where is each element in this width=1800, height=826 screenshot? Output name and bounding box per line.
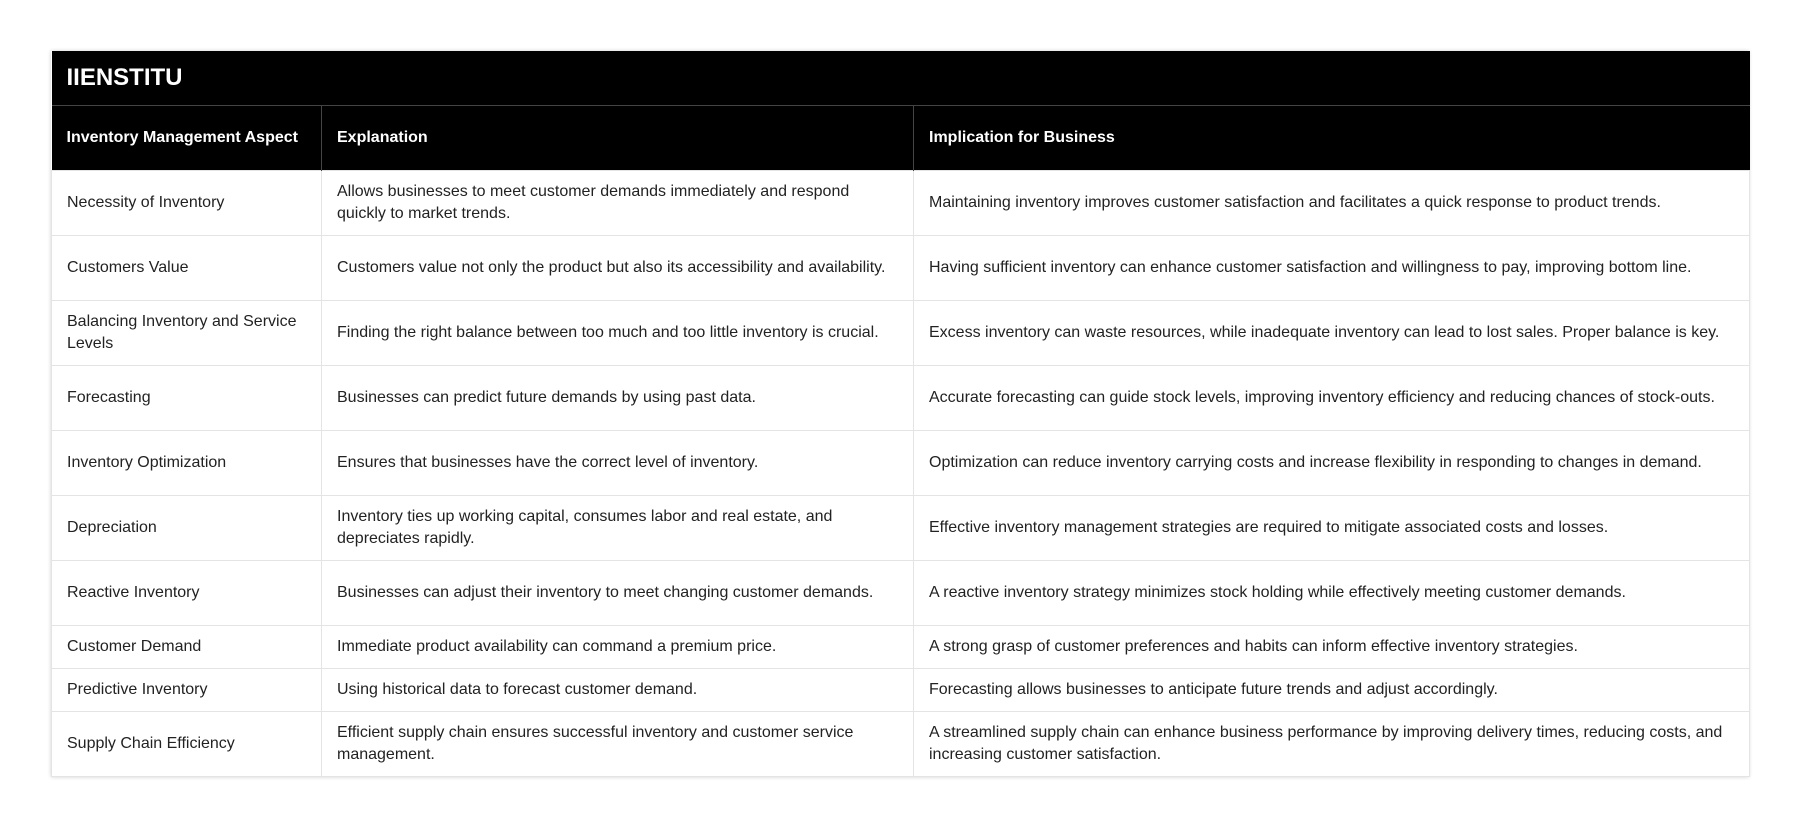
explanation-cell: Customers value not only the product but also its accessibility and availability. xyxy=(322,236,914,301)
table-row xyxy=(52,561,1750,626)
explanation-cell: Using historical data to forecast customer demand. xyxy=(322,669,914,712)
table-row xyxy=(52,366,1750,431)
column-header-implication: Implication for Business xyxy=(914,106,1750,171)
aspect-cell: Balancing Inventory and Service Levels xyxy=(52,301,322,366)
table-row xyxy=(52,431,1750,496)
aspect-cell: Supply Chain Efficiency xyxy=(52,712,322,777)
implication-cell: A streamlined supply chain can enhance business performance by improving delivery times, reducing costs, and increasing customer satisfaction. xyxy=(914,712,1750,777)
table-row xyxy=(52,496,1750,561)
brand-title: IIENSTITU xyxy=(52,51,1750,106)
table-row xyxy=(52,712,1750,777)
table-row xyxy=(52,626,1750,669)
column-header-explanation: Explanation xyxy=(322,106,914,171)
explanation-cell: Efficient supply chain ensures successful inventory and customer service management. xyxy=(322,712,914,777)
explanation-cell: Immediate product availability can command a premium price. xyxy=(322,626,914,669)
implication-cell: A reactive inventory strategy minimizes stock holding while effectively meeting customer demands. xyxy=(914,561,1750,626)
explanation-cell: Finding the right balance between too much and too little inventory is crucial. xyxy=(322,301,914,366)
inventory-table-card xyxy=(51,51,1749,777)
implication-cell: A strong grasp of customer preferences and habits can inform effective inventory strategies. xyxy=(914,626,1750,669)
aspect-cell: Depreciation xyxy=(52,496,322,561)
implication-cell: Effective inventory management strategies are required to mitigate associated costs and losses. xyxy=(914,496,1750,561)
table-row xyxy=(52,301,1750,366)
aspect-cell: Necessity of Inventory xyxy=(52,171,322,236)
column-header-aspect: Inventory Management Aspect xyxy=(52,106,322,171)
implication-cell: Forecasting allows businesses to anticipate future trends and adjust accordingly. xyxy=(914,669,1750,712)
table-row xyxy=(52,669,1750,712)
implication-cell: Optimization can reduce inventory carrying costs and increase flexibility in responding to changes in demand. xyxy=(914,431,1750,496)
aspect-cell: Reactive Inventory xyxy=(52,561,322,626)
table-row xyxy=(52,171,1750,236)
table-row xyxy=(52,236,1750,301)
implication-cell: Maintaining inventory improves customer satisfaction and facilitates a quick response to product trends. xyxy=(914,171,1750,236)
explanation-cell: Businesses can predict future demands by using past data. xyxy=(322,366,914,431)
explanation-cell: Allows businesses to meet customer demands immediately and respond quickly to market trends. xyxy=(322,171,914,236)
inventory-table xyxy=(51,51,1750,777)
explanation-cell: Inventory ties up working capital, consumes labor and real estate, and depreciates rapidly. xyxy=(322,496,914,561)
implication-cell: Excess inventory can waste resources, while inadequate inventory can lead to lost sales. Proper balance is key. xyxy=(914,301,1750,366)
explanation-cell: Businesses can adjust their inventory to meet changing customer demands. xyxy=(322,561,914,626)
aspect-cell: Predictive Inventory xyxy=(52,669,322,712)
implication-cell: Accurate forecasting can guide stock levels, improving inventory efficiency and reducing chances of stock-outs. xyxy=(914,366,1750,431)
aspect-cell: Customer Demand xyxy=(52,626,322,669)
aspect-cell: Customers Value xyxy=(52,236,322,301)
aspect-cell: Forecasting xyxy=(52,366,322,431)
explanation-cell: Ensures that businesses have the correct level of inventory. xyxy=(322,431,914,496)
aspect-cell: Inventory Optimization xyxy=(52,431,322,496)
implication-cell: Having sufficient inventory can enhance customer satisfaction and willingness to pay, improving bottom line. xyxy=(914,236,1750,301)
